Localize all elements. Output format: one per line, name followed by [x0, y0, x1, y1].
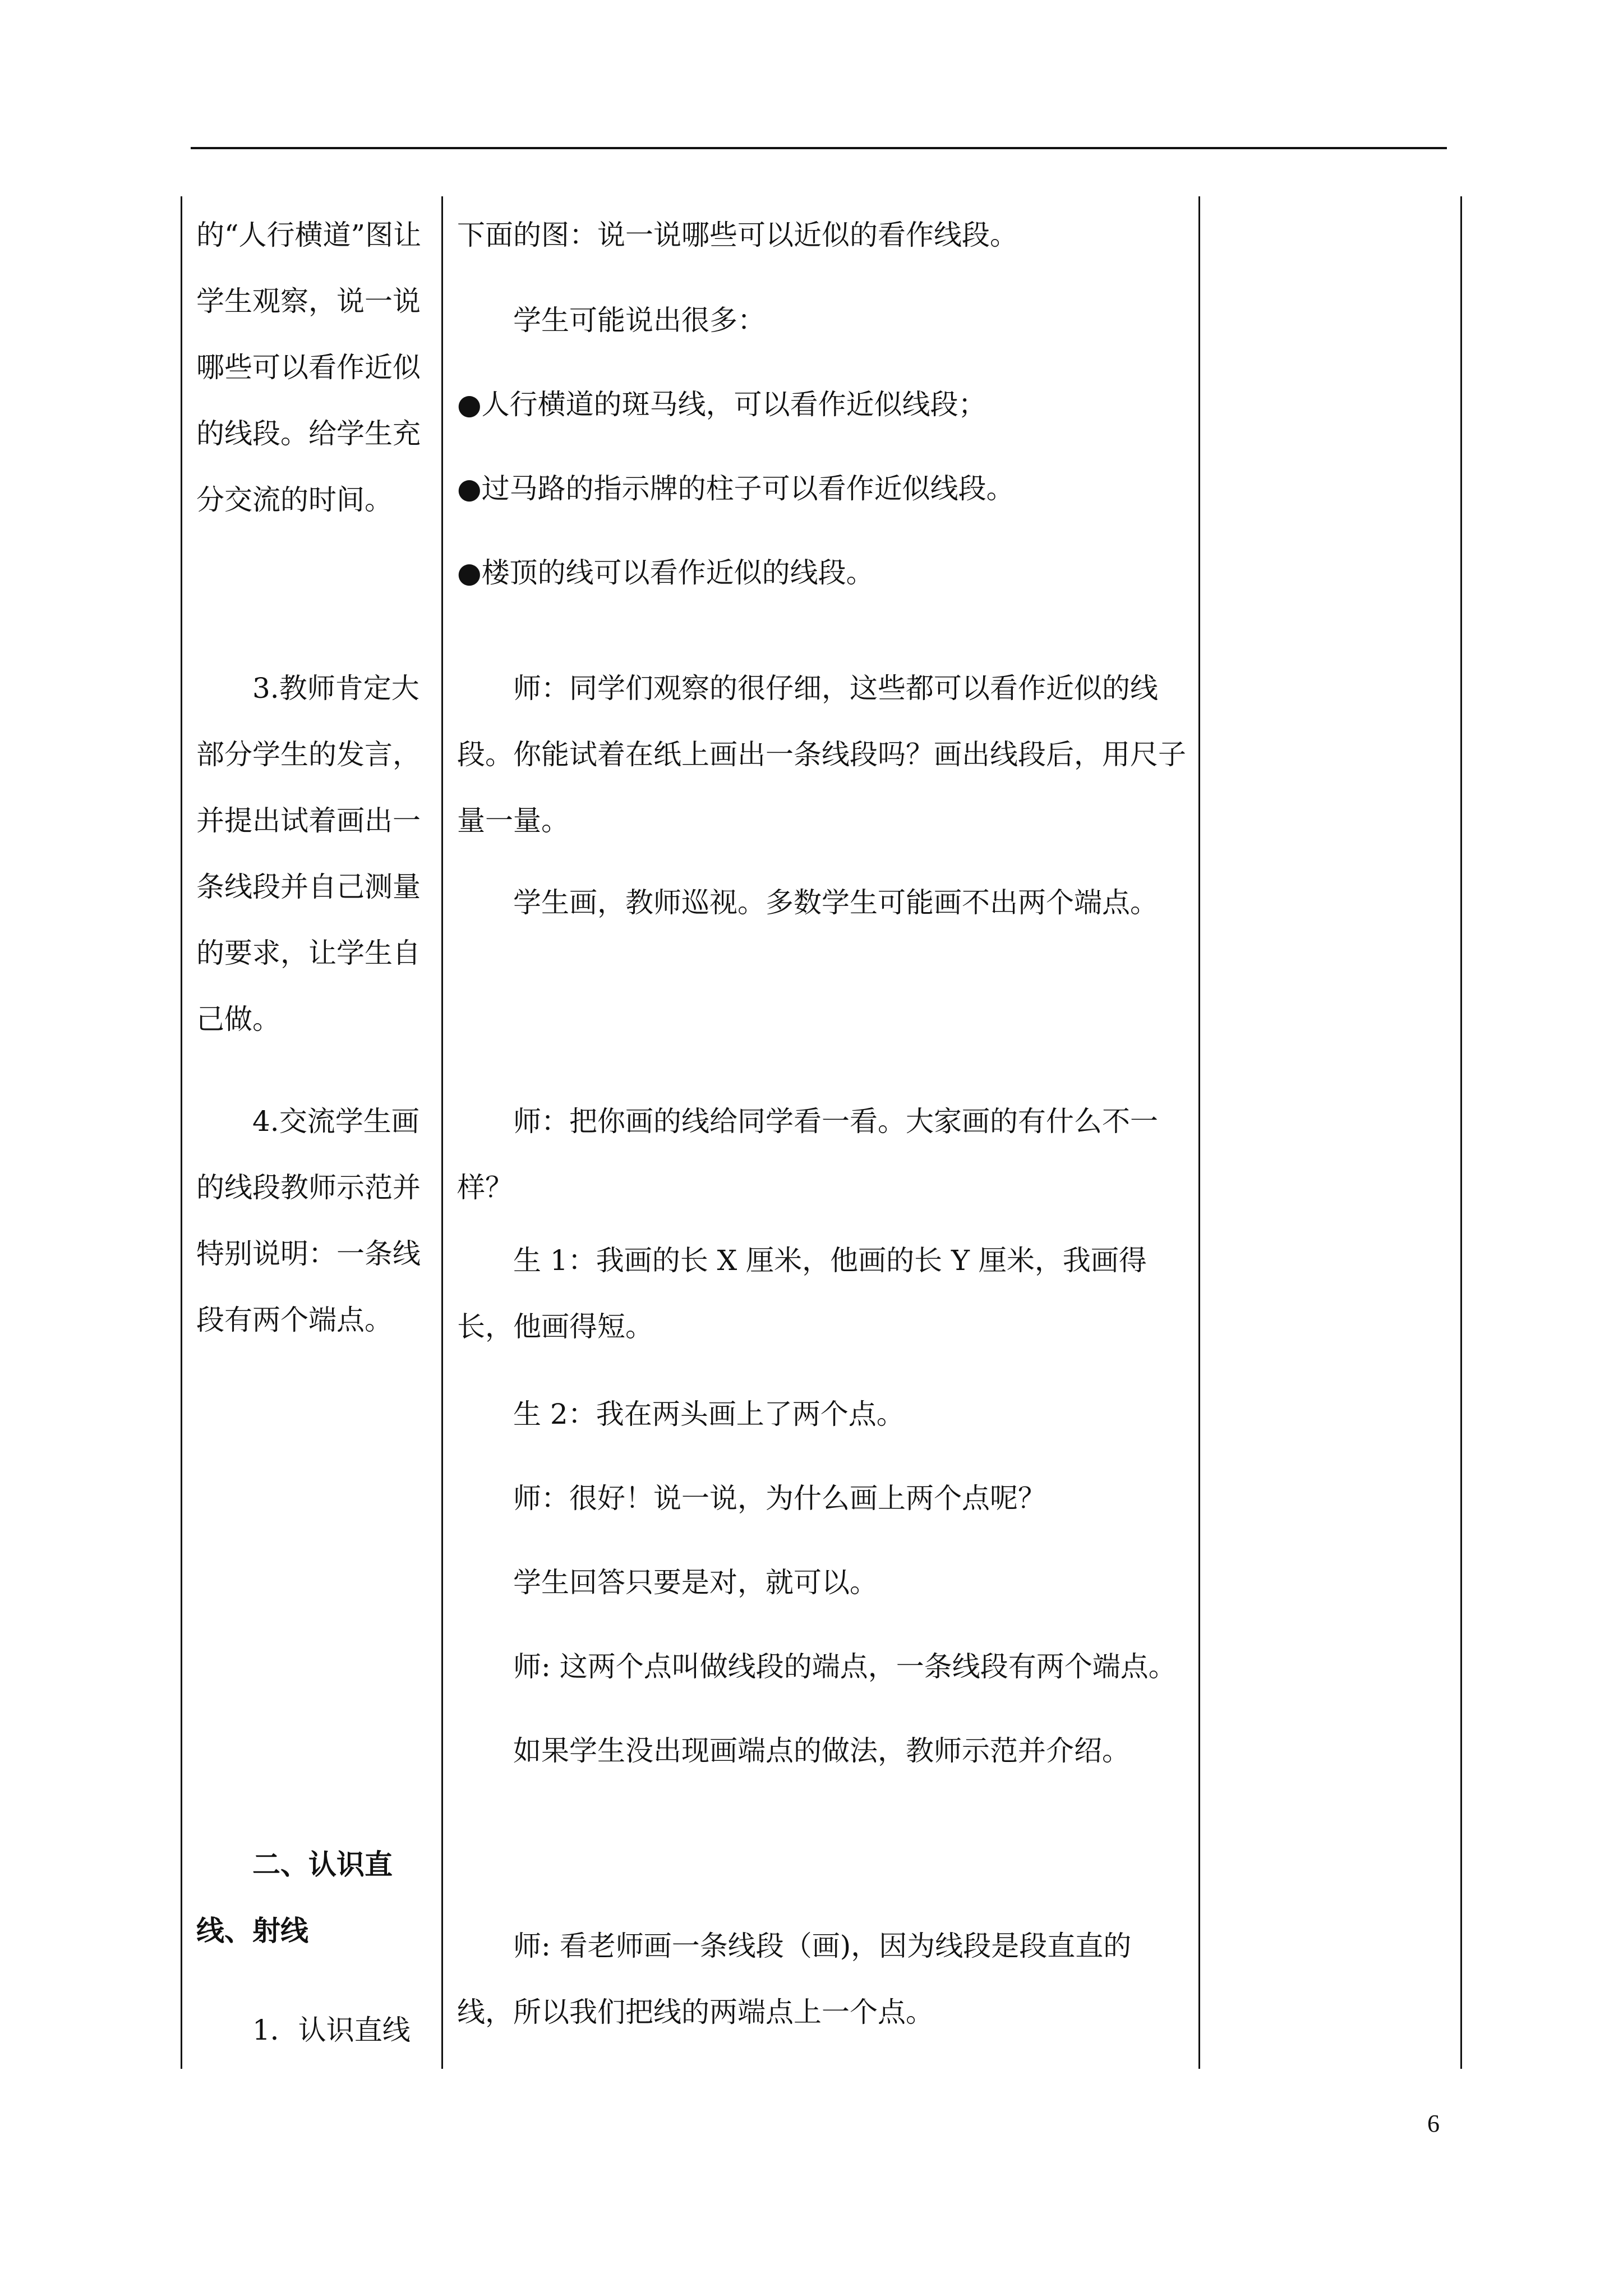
table-border-col2	[1198, 196, 1200, 2069]
left-note-step4: 4.交流学生画的线段教师示范并特别说明：一条线段有两个端点。	[196, 1105, 421, 1336]
main-para-teacher-4: 师: 这两个点叫做线段的端点，一条线段有两个端点。	[457, 1650, 1177, 1683]
main-bullet-1: ●人行横道的斑马线，可以看作近似线段；	[457, 388, 986, 421]
table-border-col1	[441, 196, 443, 2069]
main-bullet-3: ●楼顶的线可以看作近似的线段。	[457, 556, 874, 589]
main-para-teacher-1: 师：同学们观察的很仔细，这些都可以看作近似的线段。你能试着在纸上画出一条线段吗？画出线段后，用尺子量一量。	[457, 672, 1186, 837]
header-rule	[191, 147, 1447, 149]
left-subheading-line: 1．认识直线	[196, 2014, 411, 2046]
main-para-teacher-3: 师：很好！说一说，为什么画上两个点呢？	[457, 1482, 1046, 1515]
main-para-demo: 如果学生没出现画端点的做法，教师示范并介绍。	[457, 1734, 1130, 1767]
main-para-teacher-5: 师: 看老师画一条线段（画)，因为线段是段直直的线，所以我们把线的两端点上一个点。	[457, 1930, 1132, 2028]
table-border-right	[1460, 196, 1462, 2069]
main-para-1: 下面的图：说一说哪些可以近似的看作线段。	[457, 219, 1018, 251]
left-section-heading: 二、认识直线、射线	[196, 1848, 393, 1947]
table-border-left	[181, 196, 182, 2069]
main-para-teacher-2: 师：把你画的线给同学看一看。大家画的有什么不一样？	[457, 1105, 1158, 1204]
main-para-student-1: 生 1：我画的长 X 厘米，他画的长 Y 厘米，我画得长，他画得短。	[457, 1244, 1147, 1343]
main-para-answer: 学生回答只要是对，就可以。	[457, 1566, 878, 1599]
main-bullet-2: ●过马路的指示牌的柱子可以看作近似线段。	[457, 472, 1015, 505]
left-note-step3: 3.教师肯定大部分学生的发言，并提出试着画出一条线段并自己测量的要求，让学生自己做。	[196, 672, 421, 1036]
main-para-students-draw: 学生画，教师巡视。多数学生可能画不出两个端点。	[457, 886, 1158, 919]
main-para-student-2: 生 2：我在两头画上了两个点。	[457, 1398, 905, 1430]
main-para-2: 学生可能说出很多：	[457, 304, 766, 337]
left-note-observe: 的“人行横道”图让学生观察，说一说哪些可以看作近似的线段。给学生充分交流的时间。	[196, 219, 422, 516]
page-number: 6	[1427, 2110, 1440, 2137]
